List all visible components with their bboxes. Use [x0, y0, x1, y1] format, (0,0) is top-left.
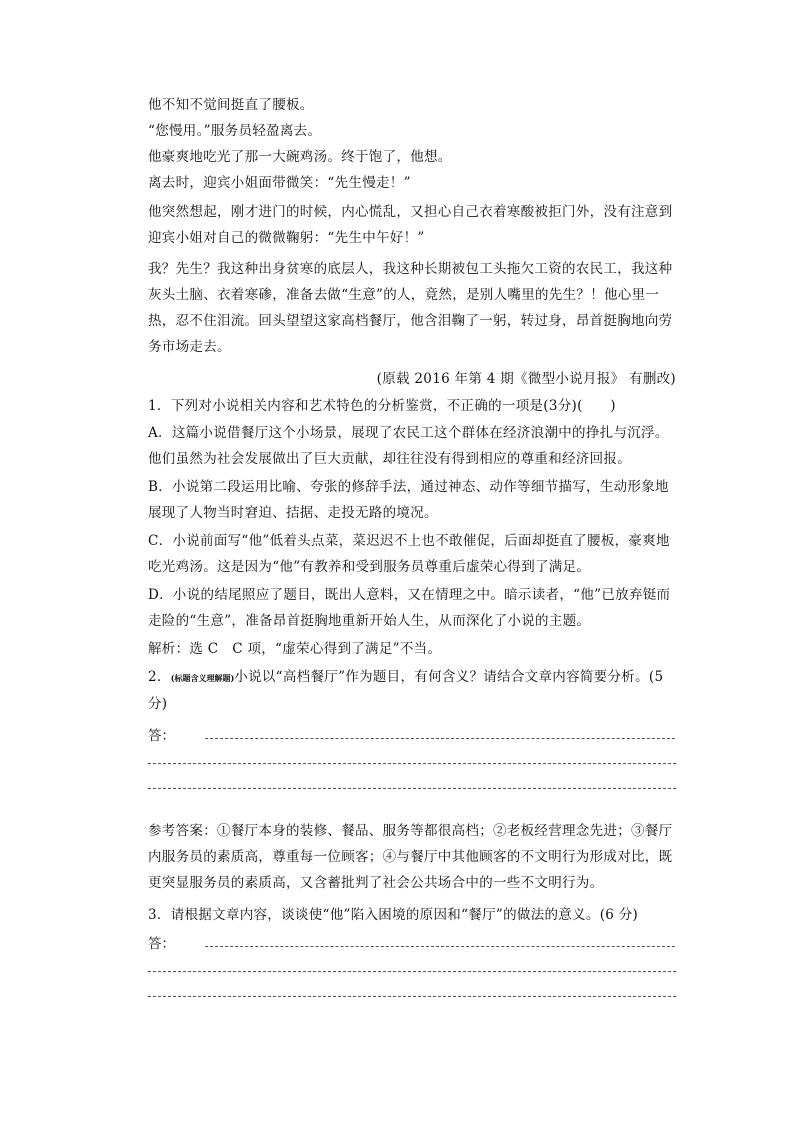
story-paragraph-5: 他突然想起，刚才进门的时候，内心慌乱，又担心自己衣着寒酸被拒门外，没有注意到迎宾小姐对自己的微微鞠躬：“先生中午好！” — [148, 204, 673, 246]
question-1-option-d: D．小说的结尾照应了题目，既出人意料，又在情理之中。暗示读者，“他”已放弃铤而走险的“生意”，准备昂首挺胸地重新开始人生，从而深化了小说的主题。 — [148, 587, 671, 629]
question-1-option-b: B．小说第二段运用比喻、夸张的修辞手法，通过神态、动作等细节描写，生动形象地展现了人物当时窘迫、拮据、走投无路的境况。 — [148, 479, 669, 521]
question-1-option-c: C．小说前面写“他”低着头点菜，菜迟迟不上也不敢催促，后面却挺直了腰板，豪爽地吃光鸡汤。这是因为“他”有教养和受到服务员尊重后虚荣心得到了满足。 — [148, 533, 670, 575]
story-paragraph-6: 我？先生？我这种出身贫寒的底层人，我这种长期被包工头拖欠工资的农民工，我这种灰头土脑、衣着寒碜，准备去做“生意”的人，竟然，是别人嘴里的先生？！他心里一热，忍不住泪流。回头望望这家高档餐厅，他含泪鞠了一躬，转过身，昂首挺胸地向劳务市场走去。 — [148, 261, 673, 355]
question-2-answer-line-1[interactable] — [205, 738, 675, 739]
story-line-3: 他豪爽地吃光了那一大碗鸡汤。终于饱了，他想。 — [148, 149, 452, 165]
story-line-1: 他不知不觉间挺直了腰板。 — [148, 97, 314, 113]
story-line-4: 离去时，迎宾小姐面带微笑：“先生慢走！” — [148, 175, 411, 191]
question-3-answer-line-2[interactable] — [148, 971, 676, 972]
question-2-stem — [148, 664, 676, 717]
question-3-answer-label: 答： — [148, 936, 175, 952]
question-3-answer-line-1[interactable] — [205, 946, 675, 947]
question-2-answer-label: 答： — [148, 728, 175, 744]
story-source: (原载 2016 年第 4 期《微型小说月报》 有删改) — [376, 371, 676, 387]
story-line-2: “您慢用。”服务员轻盈离去。 — [148, 123, 322, 139]
question-2-reference-answer: 参考答案：①餐厅本身的装修、餐品、服务等都很高档；②老板经营理念先进；③餐厅内服务员的素质高，尊重每一位顾客；④与餐厅中其他顾客的不文明行为形成对比，既更突显服务员的素质高，又含蓄批判了社会公共场合中的一些不文明行为。 — [148, 823, 673, 891]
question-2-text: 小说以“高档餐厅”作为题目，有何含义？请结合文章内容简要分析。(5 分) — [148, 669, 664, 712]
question-2-number: 2． — [148, 669, 171, 685]
question-3-answer-line-3[interactable] — [148, 996, 676, 997]
question-2-type-tag: (标题含义理解题) — [170, 673, 235, 683]
question-1-option-a: A．这篇小说借餐厅这个小场景，展现了农民工这个群体在经济浪潮中的挣扎与沉浮。他们虽然为社会发展做出了巨大贡献，却往往没有得到相应的尊重和经济回报。 — [148, 425, 669, 467]
question-2-answer-line-2[interactable] — [148, 763, 676, 764]
question-1-analysis: 解析：选 C C 项，“虚荣心得到了满足”不当。 — [148, 641, 442, 657]
question-3-stem: 3．请根据文章内容，谈谈使“他”陷入困境的原因和“餐厅”的做法的意义。(6 分) — [148, 907, 639, 923]
question-2-answer-line-3[interactable] — [148, 788, 676, 789]
question-1-stem: 1．下列对小说相关内容和艺术特色的分析鉴赏，不正确的一项是(3分)( ) — [148, 398, 616, 414]
